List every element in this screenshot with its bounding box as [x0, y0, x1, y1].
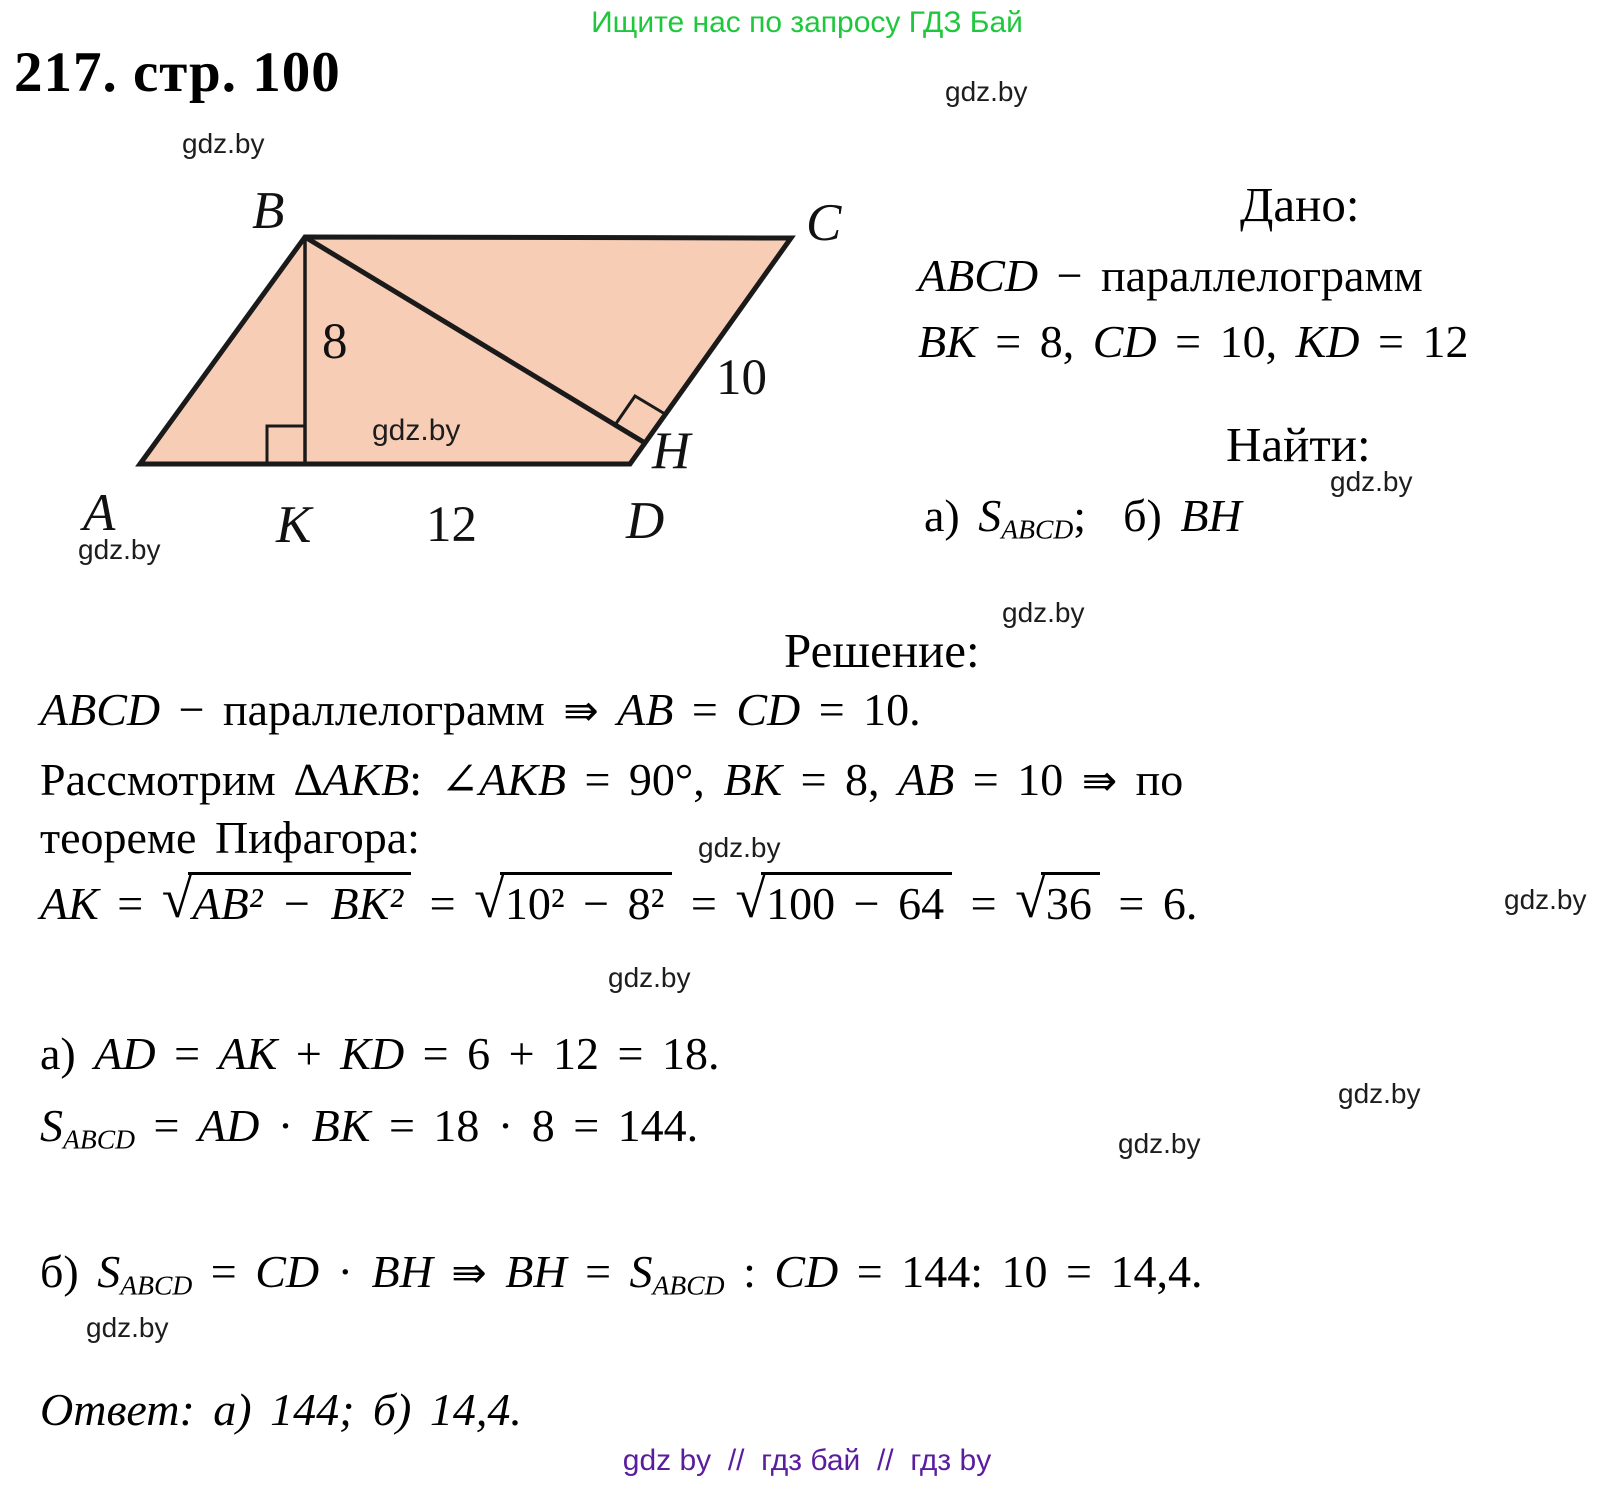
footer-site-names: gdz by // гдз бай // гдз by — [622, 1444, 992, 1477]
solution-line-1 — [40, 682, 921, 737]
solution-line-2 — [40, 752, 1183, 807]
watermark: gdz.by — [1330, 466, 1413, 497]
text-segment: = 6. — [1099, 878, 1198, 929]
solution-line-a — [40, 1026, 720, 1081]
text-segment: · — [319, 1246, 372, 1297]
text-segment: + — [277, 1028, 341, 1079]
text-segment: · — [259, 1100, 312, 1151]
text-segment: = 144: 10 = 14,4. — [838, 1246, 1203, 1297]
text-segment — [487, 1246, 506, 1297]
text-segment: = 10, — [1156, 316, 1296, 367]
length-label-kd: 12 — [426, 497, 477, 553]
text-segment: = — [98, 878, 162, 929]
solution-line-3 — [40, 810, 420, 865]
math-segment: AD — [198, 1100, 260, 1151]
implies-arrow: ⇛ — [563, 686, 599, 735]
text-segment: = — [566, 1246, 630, 1297]
watermark: gdz.by — [1338, 1078, 1421, 1109]
math-segment: AK — [218, 1028, 278, 1079]
watermark: gdz.by — [1002, 597, 1085, 628]
answer-text: Ответ: а) 144; б) 14,4. — [40, 1384, 522, 1435]
watermark: gdz.by — [86, 1312, 169, 1343]
radicand: AB² − BK² — [192, 878, 404, 929]
math-segment: AB — [598, 684, 674, 735]
square-root — [1015, 868, 1100, 930]
math-segment: BK — [723, 754, 783, 805]
text-segment: = — [155, 1028, 219, 1079]
math-segment: KD — [340, 1028, 405, 1079]
text-segment: = — [673, 684, 737, 735]
subscript: ABCD — [1001, 513, 1074, 545]
text-segment: = 90°, — [565, 754, 724, 805]
math-segment: CD — [255, 1246, 320, 1297]
implies-arrow: ⇛ — [1081, 756, 1118, 805]
math-segment: KD — [1295, 316, 1360, 367]
text-segment: : — [409, 754, 441, 805]
text-segment: = — [135, 1100, 198, 1151]
math-segment: S — [629, 1246, 653, 1297]
square-root — [474, 868, 672, 930]
text-segment — [433, 1246, 452, 1297]
foot-label-h: H — [652, 422, 691, 480]
find-heading: Найти: — [1226, 417, 1371, 472]
text-segment: Рассмотрим — [40, 754, 295, 805]
watermark: gdz.by — [78, 534, 161, 565]
text-segment: = — [672, 878, 736, 929]
math-segment: AD — [94, 1028, 156, 1079]
text-segment: = 8, — [782, 754, 899, 805]
subscript: ABCD — [63, 1123, 136, 1155]
watermark: gdz.by — [372, 414, 461, 447]
math-segment: AB — [898, 754, 955, 805]
math-segment: BH — [371, 1246, 433, 1297]
math-segment: ∠AKB — [440, 754, 566, 805]
parallelogram-shape — [140, 237, 791, 464]
math-segment: S — [97, 1246, 121, 1297]
implies-arrow: ⇛ — [451, 1248, 487, 1297]
text-segment: = 10 — [954, 754, 1082, 805]
text-segment: = 8, — [976, 316, 1093, 367]
math-segment: CD — [1092, 316, 1157, 367]
vertex-label-c: C — [806, 194, 842, 252]
vertex-label-a: A — [83, 484, 116, 542]
subscript: ABCD — [652, 1269, 725, 1301]
given-line-2 — [918, 314, 1468, 369]
text-segment: − параллелограмм — [160, 684, 564, 735]
math-segment: CD — [774, 1246, 839, 1297]
text-segment: = — [952, 878, 1016, 929]
text-segment: = — [192, 1246, 256, 1297]
text-segment: а) — [924, 490, 979, 541]
math-segment: ABCD — [918, 250, 1039, 301]
text-segment: − параллелограмм — [1038, 250, 1423, 301]
solution-line-area — [40, 1098, 698, 1156]
text-segment: : — [724, 1246, 775, 1297]
radicand: 100 − 64 — [766, 878, 945, 929]
page-title: 217. стр. 100 — [14, 41, 341, 104]
watermark: gdz.by — [1504, 884, 1587, 915]
subscript: ABCD — [120, 1269, 193, 1301]
text-segment: = 12 — [1359, 316, 1469, 367]
math-segment: CD — [736, 684, 801, 735]
find-line — [924, 488, 1242, 546]
watermark: gdz.by — [1118, 1128, 1201, 1159]
foot-label-k: K — [276, 496, 312, 554]
given-line-1 — [918, 248, 1423, 303]
watermark: gdz.by — [182, 128, 265, 159]
radicand: 36 — [1045, 878, 1092, 929]
watermark: gdz.by — [945, 76, 1028, 107]
vertex-label-b: B — [252, 182, 285, 240]
solution-line-b — [40, 1244, 1202, 1302]
math-segment: ABCD — [40, 684, 161, 735]
math-segment: BK — [918, 316, 977, 367]
vertex-label-d: D — [626, 492, 665, 550]
text-segment: а) — [40, 1028, 95, 1079]
math-segment: BH — [1180, 490, 1242, 541]
text-segment: = — [411, 878, 475, 929]
radical-sign: √ — [161, 868, 193, 930]
math-segment: BK — [311, 1100, 371, 1151]
text-segment: = 18 · 8 = 144. — [370, 1100, 699, 1151]
text-segment: теореме Пифагора: — [40, 812, 420, 863]
square-root — [735, 868, 952, 930]
text-segment: ; б) — [1073, 490, 1181, 541]
length-label-bk: 8 — [322, 314, 348, 370]
watermark: gdz.by — [608, 962, 691, 993]
given-heading: Дано: — [1240, 177, 1360, 232]
text-segment: б) — [40, 1246, 98, 1297]
math-segment: S — [40, 1100, 63, 1151]
answer-line — [40, 1382, 522, 1437]
promo-banner: Ищите нас по запросу ГДЗ Бай — [591, 6, 1023, 39]
radical-sign: √ — [735, 868, 767, 930]
text-segment: = 10. — [800, 684, 921, 735]
math-segment: AK — [40, 878, 99, 929]
radical-sign: √ — [474, 868, 505, 930]
square-root — [161, 868, 411, 930]
solution-formula-line — [40, 868, 1198, 933]
solution-heading: Решение: — [784, 623, 980, 678]
length-label-cd: 10 — [716, 350, 767, 406]
radicand: 10² − 8² — [504, 878, 665, 929]
text-segment: по — [1117, 754, 1184, 805]
watermark: gdz.by — [698, 832, 781, 863]
math-segment: BH — [505, 1246, 567, 1297]
text-segment: = 6 + 12 = 18. — [404, 1028, 720, 1079]
radical-sign: √ — [1015, 868, 1046, 930]
math-segment: ∆AKB — [294, 754, 410, 805]
math-segment: S — [978, 490, 1002, 541]
